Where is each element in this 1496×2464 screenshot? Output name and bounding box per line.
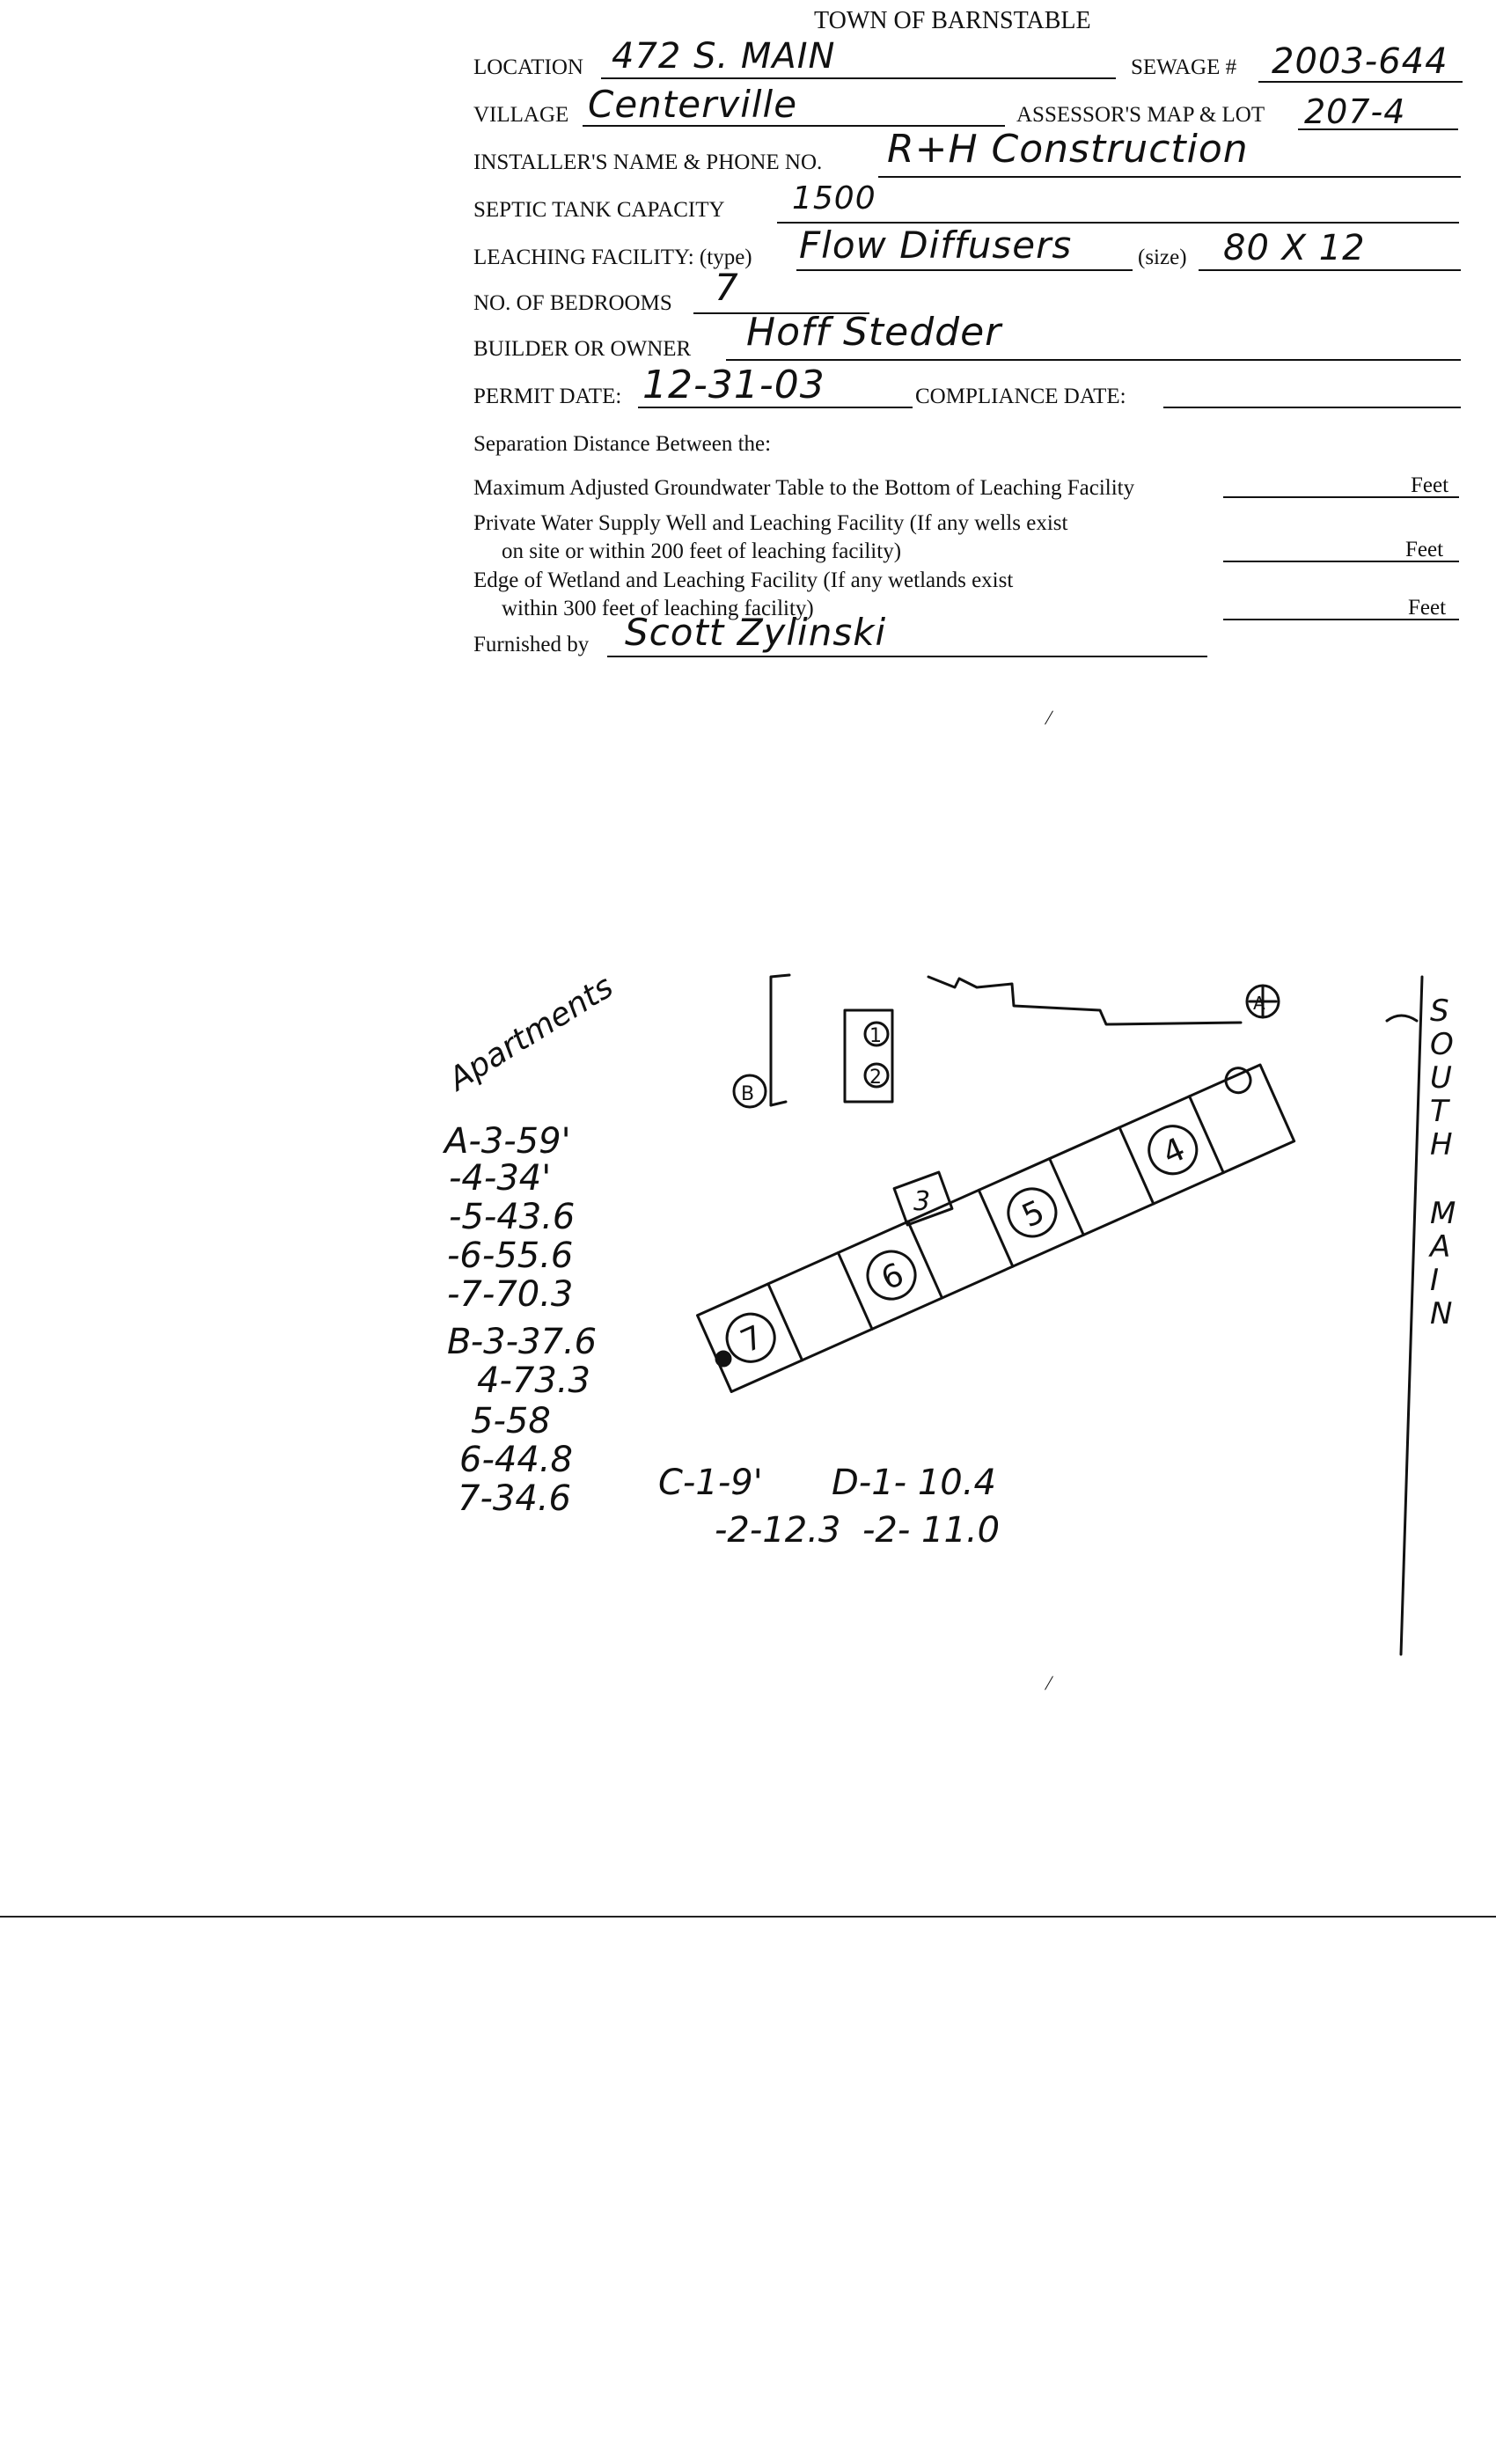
survey-marker-b: B [741,1083,755,1105]
bedrooms-value: 7 [715,266,739,309]
measurement-d: D-1- 10.4 [832,1463,996,1503]
measurement-c: C-1-9' [658,1463,763,1503]
property-line [928,977,1241,1024]
diffuser-number: 7 [735,1318,769,1360]
leaching-underline [796,269,1133,271]
separation-wetland-line1: Edge of Wetland and Leaching Facility (If any wetlands exist [473,568,1014,592]
leaching-field [694,1059,1294,1392]
furnished-label: Furnished by [473,633,590,656]
form-title: TOWN OF BARNSTABLE [814,7,1091,34]
permit-label: PERMIT DATE: [473,385,622,408]
measurement-a: -7-70.3 [447,1274,574,1315]
size-value: 80 X 12 [1223,228,1366,268]
measurement-a: A-3-59' [444,1121,571,1162]
separation-well-unit: Feet [1405,538,1444,561]
separation-groundwater: Maximum Adjusted Groundwater Table to the Bottom of Leaching Facility [473,476,1135,500]
assessor-value: 207-4 [1304,92,1406,131]
survey-point [716,1352,730,1366]
apartments-label: Apartments [443,968,620,1098]
compliance-underline [1163,407,1461,408]
diffuser-number: 6 [876,1256,910,1298]
sewage-underline [1258,81,1463,83]
separation-wetland-line2: within 300 feet of leaching facility) [502,597,814,620]
permit-value: 12-31-03 [642,363,825,407]
assessor-label: ASSESSOR'S MAP & LOT [1016,103,1265,127]
street-label-text: S O U T H M A I N [1430,994,1456,1331]
separation-wetland-unit: Feet [1408,596,1447,620]
size-underline [1199,269,1461,271]
sewage-label: SEWAGE # [1131,55,1237,79]
tank-marker-3: 3 [913,1186,931,1217]
building-outline [771,975,789,1105]
location-label: LOCATION [473,55,583,79]
assessor-underline [1298,128,1458,130]
village-value: Centerville [588,83,798,126]
size-label: (size) [1138,246,1187,269]
well-box [845,1010,892,1102]
tank-label: SEPTIC TANK CAPACITY [473,198,725,222]
tank-value: 1500 [792,180,876,216]
diffuser-number: 5 [1016,1193,1051,1236]
stray-mark [1045,710,1053,724]
measurement-b: 7-34.6 [458,1478,571,1519]
location-underline [601,77,1116,79]
measurement-a: -6-55.6 [447,1236,574,1276]
separation-well-line2: on site or within 200 feet of leaching facility) [502,539,902,563]
bedrooms-label: NO. OF BEDROOMS [473,291,672,315]
survey-marker-a: A [1253,993,1265,1014]
diffuser-number: 4 [1157,1131,1191,1173]
page-bottom-rule [0,1916,1496,1918]
building-outline [771,1102,786,1105]
well-label-2: 2 [869,1067,882,1089]
measurement-a: -5-43.6 [449,1197,576,1237]
leaching-type-value: Flow Diffusers [799,224,1073,267]
well-label-1: 1 [869,1025,882,1047]
street-label [1428,994,1456,1331]
installer-underline [878,176,1461,178]
measurement-c: -2-12.3 [715,1510,841,1551]
permit-underline [638,407,913,408]
installer-label: INSTALLER'S NAME & PHONE NO. [473,150,823,174]
separation-well-line1: Private Water Supply Well and Leaching Facility (If any wells exist [473,511,1068,535]
furnished-signature: Scott Zylinski [625,611,887,654]
sewage-value: 2003-644 [1272,41,1448,82]
builder-value: Hoff Stedder [746,310,1002,355]
compliance-label: COMPLIANCE DATE: [915,385,1126,408]
village-label: VILLAGE [473,103,569,127]
measurement-b: B-3-37.6 [447,1322,598,1362]
furnished-underline [607,656,1207,657]
measurement-d: -2- 11.0 [862,1510,1001,1551]
measurement-b: 4-73.3 [477,1360,590,1401]
measurement-b: 5-58 [471,1401,551,1441]
measurement-a: -4-34' [449,1158,552,1199]
separation-heading: Separation Distance Between the: [473,432,772,456]
separation-groundwater-unit: Feet [1411,473,1449,497]
location-value: 472 S. MAIN [612,36,836,77]
builder-underline [726,359,1461,361]
leaching-label: LEACHING FACILITY: (type) [473,246,752,269]
street-line [1401,977,1422,1654]
site-sketch [0,880,1496,1760]
measurement-b: 6-44.8 [459,1440,573,1480]
builder-label: BUILDER OR OWNER [473,337,692,361]
installer-value: R+H Construction [887,127,1249,172]
